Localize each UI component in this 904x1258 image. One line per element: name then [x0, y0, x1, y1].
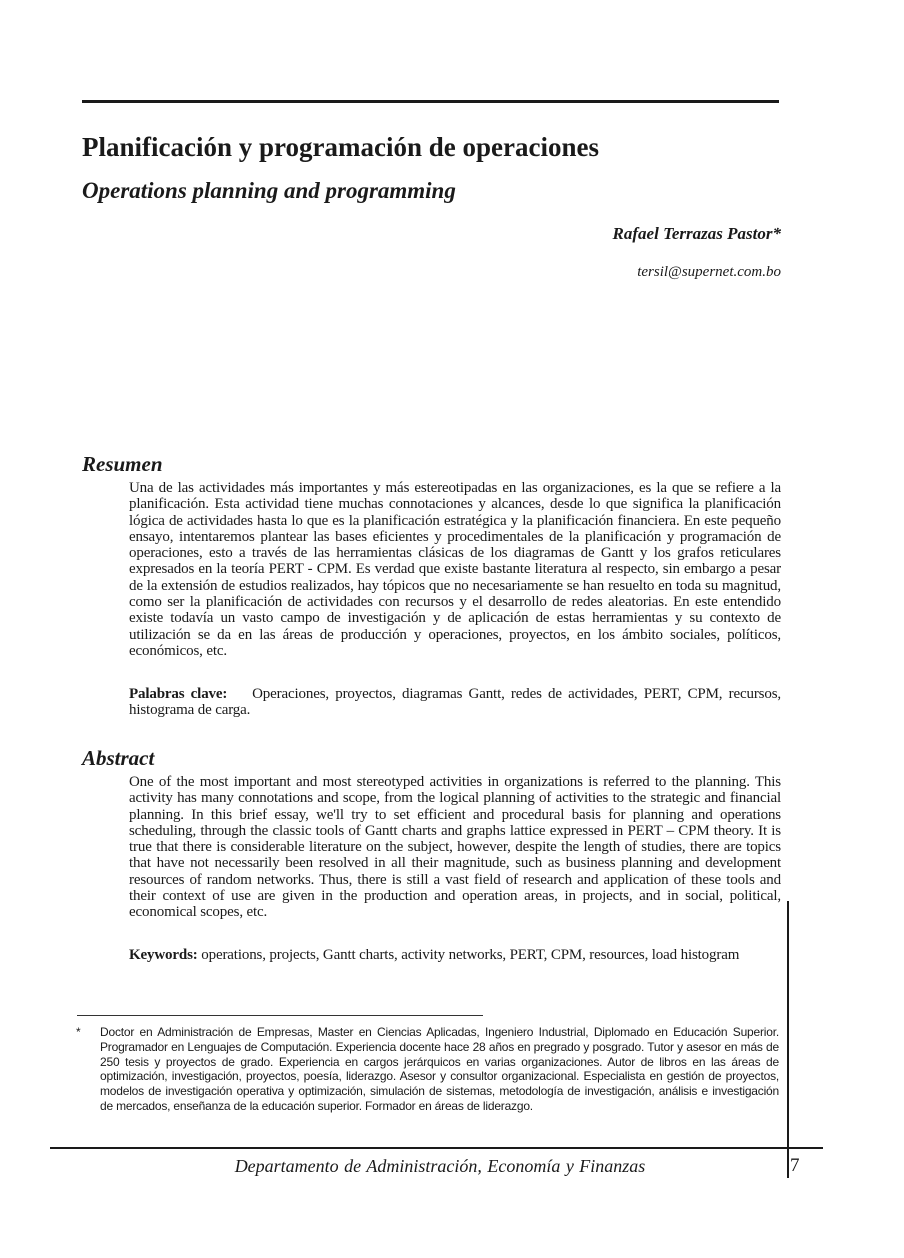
abstract-text: One of the most important and most stereotyped activities in organizations is referred to the planning. This activity has many connotations and scope, from the logical planning of activities to the strategic and financial planning. In this brief essay, we'll try to set efficient and procedural basis for planning and operations scheduling, through the classic tools of Gantt charts and graphs lattice expressed in PERT – CPM theory. It is true that there is considerable literature on the subject, however, despite the length of studies, there are topics that have not necessarily been resolved in all their magnitude, such as business planning and development resources of random networks. Thus, there is still a vast field of research and application of these tools and their context of use are given in the production and operation areas, in projects, and in social, political, economical scopes, etc.	[129, 774, 781, 921]
article-subtitle: Operations planning and programming	[82, 178, 456, 203]
footnote-text: Doctor en Administración de Empresas, Master en Ciencias Aplicadas, Ingeniero Industrial, Diplomado en Educación Superior. Programador en Lenguajes de Computación. Experiencia docente hace 28 años en pregrado y posgrado. Tutor y asesor en más de 250 tesis y proyectos de grado. Experiencia en cargos jerárquicos en varias organizaciones. Autor de libros en las áreas de optimización, investigación, proyectos, poesía, liderazgo. Asesor y consultor organizacional. Especialista en gestión de proyectos, modelos de investigación operativa y optimización, simulación de sistemas, metodología de investigación, análisis e investigación de mercados, enseñanza de la educación superior. Formador en áreas de liderazgo.	[100, 1025, 779, 1113]
author-email: tersil@supernet.com.bo	[637, 264, 781, 280]
resumen-keywords-label: Palabras clave:	[129, 686, 228, 702]
resumen-keywords	[129, 686, 781, 719]
footnote-rule	[77, 1015, 483, 1016]
resumen-text: Una de las actividades más importantes y más estereotipadas en las organizaciones, es la que se refiere a la planificación. Esta actividad tiene muchas connotaciones y alcances, desde lo que significa la planificación lógica de actividades hasta lo que es la planificación estratégica y la planificación financiera. En este pequeño ensayo, intentaremos plantear las bases eficientes y procedimentales de la planificación y programación de operaciones, esto a través de las herramientas clásicas de los diagramas de Gantt y los grafos reticulares expresados en la teoría PERT - CPM. Es verdad que existe bastante literatura al respecto, sin embargo a pesar de la extensión de estudios realizados, hay tópicos que no necesariamente se han resuelto en toda su magnitud, como ser la planificación de actividades con recursos y el desarrollo de redes aleatorias. En este entendido existe todavía un vasto campo de investigación y de aplicación de estas herramientas y su contexto de utilización se da en las áreas de producción y operaciones, proyectos, en los ámbito sociales, políticos, económicos, etc.	[129, 480, 781, 659]
abstract-heading: Abstract	[82, 746, 155, 770]
footer-department: Departamento de Administración, Economía y Finanzas	[234, 1156, 646, 1176]
author-name: Rafael Terrazas Pastor*	[612, 224, 781, 243]
margin-vertical-rule	[787, 901, 789, 1178]
page-number: 7	[790, 1155, 800, 1176]
article-title: Planificación y programación de operaciones	[82, 132, 599, 162]
top-rule	[82, 100, 779, 103]
footer-rule	[50, 1147, 823, 1149]
abstract-keywords-label: Keywords:	[129, 947, 198, 963]
footnote-mark: *	[76, 1025, 81, 1039]
resumen-heading: Resumen	[82, 452, 163, 476]
abstract-keywords-text: operations, projects, Gantt charts, activity networks, PERT, CPM, resources, load histogram	[201, 947, 740, 963]
abstract-keywords	[129, 947, 781, 963]
resumen-keywords-text: Operaciones, proyectos, diagramas Gantt, redes de actividades, PERT, CPM, recursos, histograma de carga.	[129, 686, 781, 719]
